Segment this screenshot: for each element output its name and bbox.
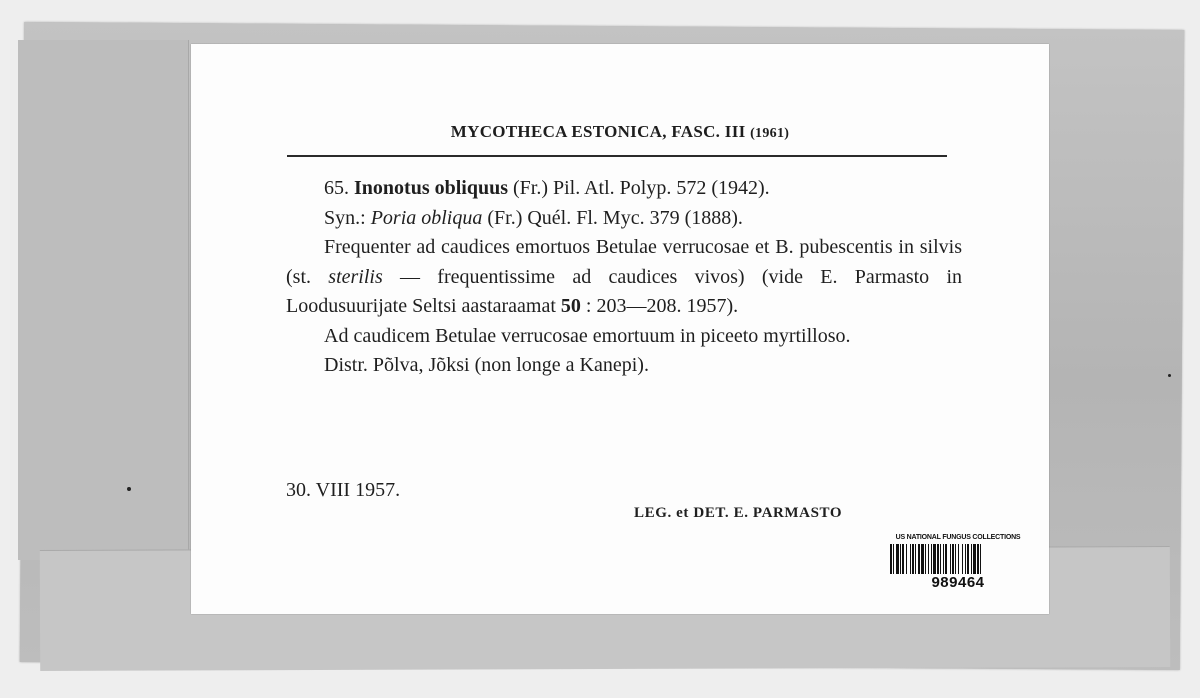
specimen-label [191,44,1049,614]
collector: LEG. et DET. E. PARMASTO [634,505,843,521]
synonym-line [286,204,962,234]
volume-number: 50 [560,295,581,317]
barcode-caption: US NATIONAL FUNGUS COLLECTIONS [895,534,1021,541]
habitat-text: Frequenter ad caudices emortuos Betulae verrucosae et B. pubescentis in silvis (st. [286,236,962,288]
habitat-text-continued: — frequentissime ad caudices vivos) (vide E. Parmasto in Loodusuurijate Seltsi aastaraamat [286,265,962,317]
packet-mark-dot [127,487,131,491]
taxon-citation: (Fr.) Pil. Atl. Polyp. 572 (1942). [512,177,770,199]
habitat-sterilis: sterilis [328,265,383,288]
label-header [191,122,1049,142]
volume-pages: : 203—208. 1957). [585,295,739,317]
exsiccata-number: 65. [324,177,349,199]
barcode-icon [889,544,1027,574]
synonym-prefix: Syn.: [324,206,366,229]
distribution-line [286,351,962,381]
series-year: (1961) [750,126,790,141]
barcode-number: 989464 [931,574,985,591]
synonym-citation: (Fr.) Quél. Fl. Myc. 379 (1888). [487,206,743,229]
label-body [286,174,962,381]
collection-date: 30. VIII 1957. [286,479,401,501]
distribution-text: Distr. Põlva, Jõksi (non longe a Kanepi). [324,354,649,376]
packet-mark-dot [1168,374,1171,377]
habitat-paragraph [286,233,962,322]
taxon-name: Inonotus obliquus [354,177,508,199]
taxon-line [286,174,962,204]
barcode-block [883,534,1033,591]
substrate-text: Ad caudicem Betulae verrucosae emortuum in piceeto myrtilloso. [324,324,851,347]
synonym-name: Poria obliqua [370,206,483,229]
packet-left-flap [18,40,189,560]
header-rule [287,155,947,157]
series-title: MYCOTHECA ESTONICA, FASC. III [450,122,746,141]
substrate-paragraph [286,322,962,352]
